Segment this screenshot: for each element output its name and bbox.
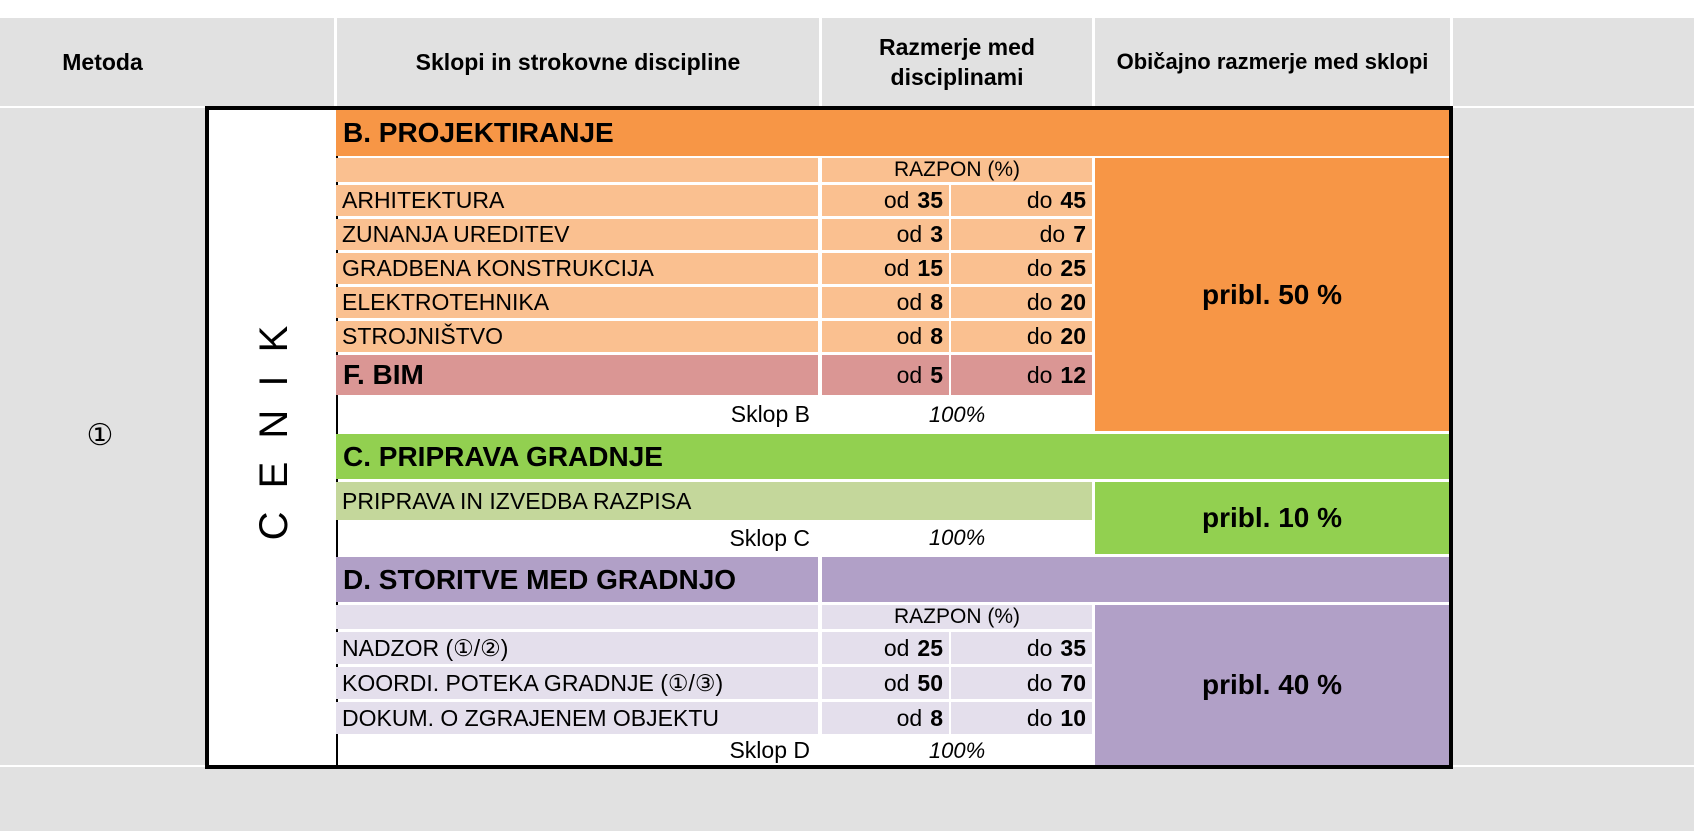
method-name bbox=[209, 110, 338, 765]
row-arhitektura-from: od 35 bbox=[822, 185, 949, 216]
row-strojnistvo-from: od 8 bbox=[822, 321, 949, 352]
section-title-d: D. STORITVE MED GRADNJO bbox=[336, 557, 818, 602]
sklop-b-pct: 100% bbox=[928, 401, 986, 427]
row-arhitektura-label: ARHITEKTURA bbox=[336, 185, 818, 216]
section-title-c: C. PRIPRAVA GRADNJE bbox=[336, 434, 1449, 479]
row-bim-label: F. BIM bbox=[336, 355, 818, 395]
header-metoda: Metoda bbox=[62, 49, 143, 75]
method-number-icon: ① bbox=[86, 418, 114, 452]
row-arhitektura-to: do 45 bbox=[951, 185, 1092, 216]
header-razmerje-disciplin: Razmerje med disciplinami bbox=[879, 34, 1035, 90]
row-elektro-label: ELEKTROTEHNIKA bbox=[336, 287, 818, 318]
row-koordinacija-to: do 70 bbox=[951, 667, 1092, 699]
row-zunanja-from: od 3 bbox=[822, 219, 949, 250]
row-bim-to: do 12 bbox=[951, 355, 1092, 395]
row-elektro-from: od 8 bbox=[822, 287, 949, 318]
sklop-d-label: Sklop D bbox=[729, 737, 810, 763]
row-bim-from: od 5 bbox=[822, 355, 949, 395]
share-c: pribl. 10 % bbox=[1095, 482, 1449, 554]
row-koordinacija-label: KOORDI. POTEKA GRADNJE (①/③) bbox=[336, 667, 818, 699]
row-dokumentacija-to: do 10 bbox=[951, 702, 1092, 734]
row-nadzor-from: od 25 bbox=[822, 632, 949, 664]
row-elektro-to: do 20 bbox=[951, 287, 1092, 318]
razpon-blank bbox=[336, 158, 818, 182]
section-title-b: B. PROJEKTIRANJE bbox=[336, 110, 1449, 156]
share-d: pribl. 40 % bbox=[1095, 605, 1449, 765]
razpon-blank bbox=[336, 605, 818, 629]
sklop-c-pct: 100% bbox=[928, 525, 986, 550]
razpon-header-b: RAZPON (%) bbox=[822, 158, 1092, 182]
method-name-text: C E N I K bbox=[252, 319, 296, 541]
row-zunanja-label: ZUNANJA UREDITEV bbox=[336, 219, 818, 250]
row-razpis-label: PRIPRAVA IN IZVEDBA RAZPISA bbox=[336, 482, 1092, 520]
row-zunanja-to: do 7 bbox=[951, 219, 1092, 250]
bottom-band bbox=[0, 767, 1694, 831]
share-b: pribl. 50 % bbox=[1095, 158, 1449, 431]
row-dokumentacija-from: od 8 bbox=[822, 702, 949, 734]
row-koordinacija-from: od 50 bbox=[822, 667, 949, 699]
header-sklopi: Sklopi in strokovne discipline bbox=[415, 49, 741, 75]
sklop-b-label: Sklop B bbox=[730, 401, 810, 427]
row-nadzor-to: do 35 bbox=[951, 632, 1092, 664]
right-band bbox=[1453, 108, 1694, 765]
razpon-header-d: RAZPON (%) bbox=[822, 605, 1092, 629]
row-dokumentacija-label: DOKUM. O ZGRAJENEM OBJEKTU bbox=[336, 702, 818, 734]
header-divider bbox=[1450, 18, 1453, 106]
row-nadzor-label: NADZOR (①/②) bbox=[336, 632, 818, 664]
sklop-d-pct: 100% bbox=[928, 737, 986, 763]
header-razmerje-sklopov: Običajno razmerje med sklopi bbox=[1116, 49, 1429, 74]
section-d-band bbox=[822, 557, 1449, 602]
row-konstrukcija-to: do 25 bbox=[951, 253, 1092, 284]
row-strojnistvo-label: STROJNIŠTVO bbox=[336, 321, 818, 352]
row-strojnistvo-to: do 20 bbox=[951, 321, 1092, 352]
row-konstrukcija-label: GRADBENA KONSTRUKCIJA bbox=[336, 253, 818, 284]
sklop-c-label: Sklop C bbox=[729, 524, 810, 551]
row-konstrukcija-from: od 15 bbox=[822, 253, 949, 284]
